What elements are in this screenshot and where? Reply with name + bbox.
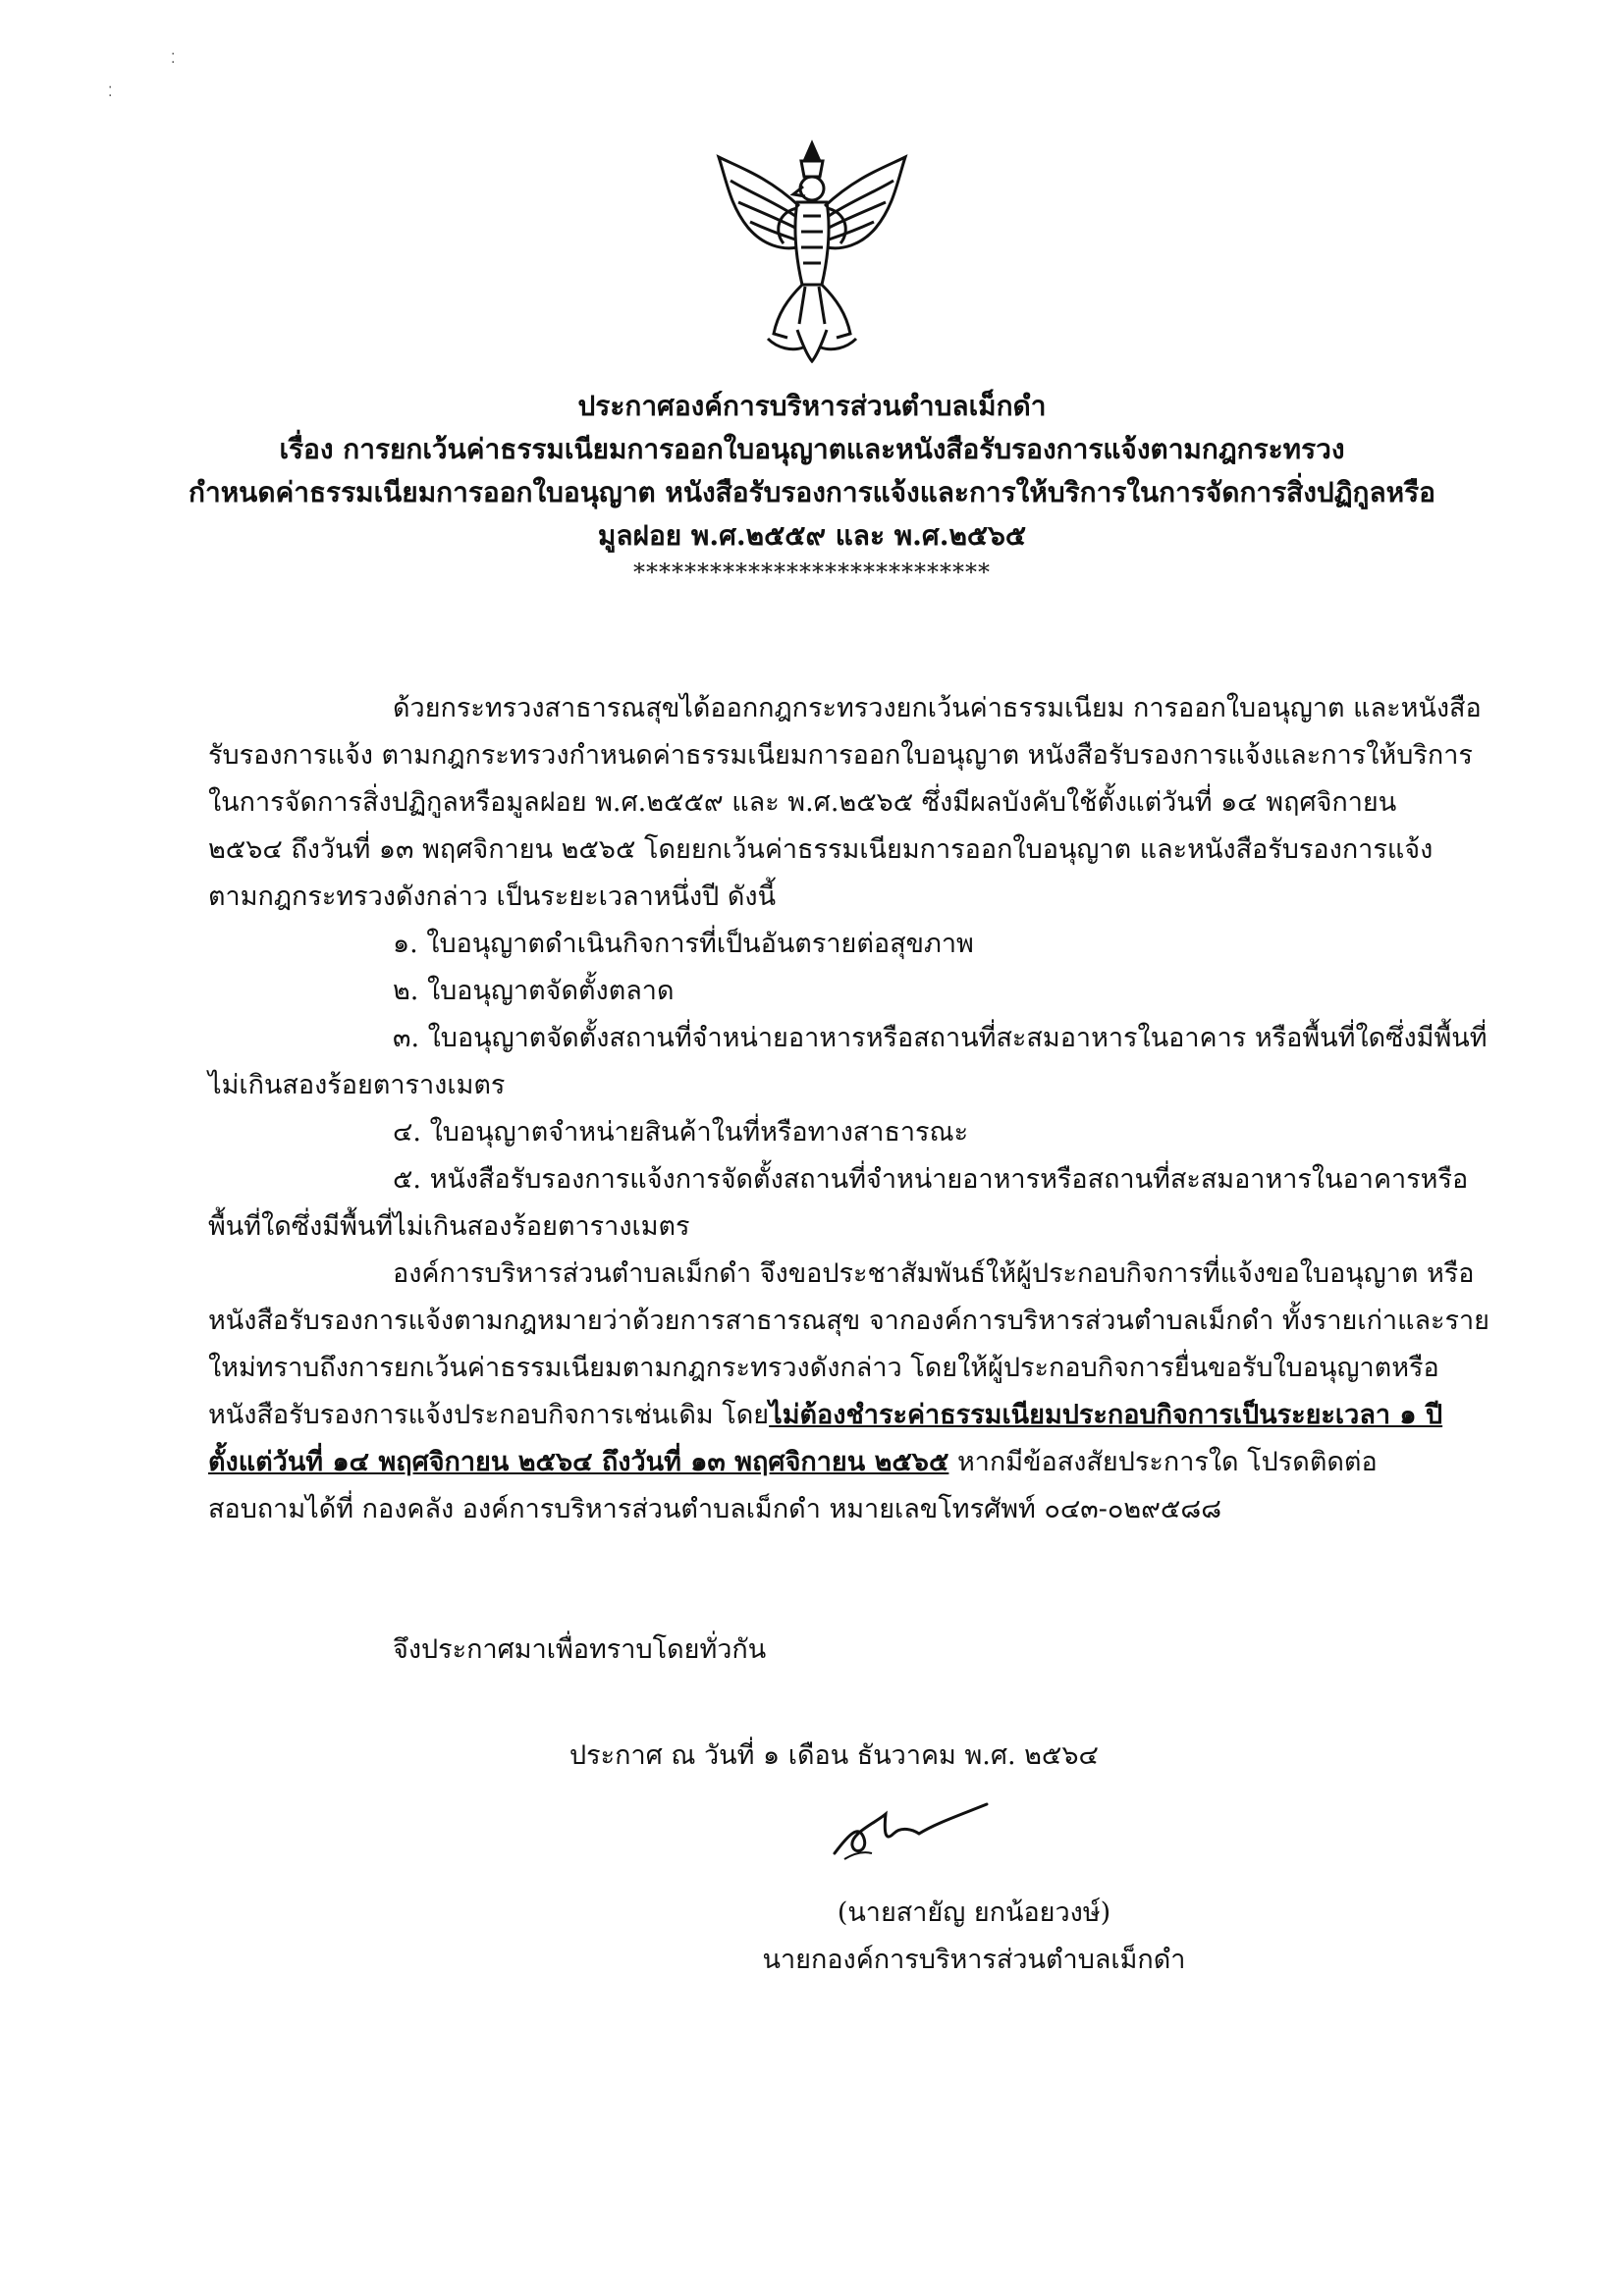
text-line: องค์การบริหารส่วนตำบลเม็กดำ จึงขอประชาสัมพันธ์ให้ผู้ประกอบกิจการที่แจ้งขอใบอนุญาต หรือ: [393, 1258, 1475, 1289]
text-line: ด้วยกระทรวงสาธารณสุขได้ออกกฎกระทรวงยกเว้นค่าธรรมเนียม การออกใบอนุญาต และหนังสือ: [393, 693, 1482, 723]
scan-speck: ⁚: [171, 51, 176, 67]
list-item-continuation: พื้นที่ใดซึ่งมีพื้นที่ไม่เกินสองร้อยตารางเมตร: [208, 1211, 690, 1242]
title-separator: ****************************: [633, 559, 991, 586]
list-item-continuation: ไม่เกินสองร้อยตารางเมตร: [208, 1070, 506, 1100]
closing-statement: จึงประกาศมาเพื่อทราบโดยทั่วกัน: [393, 1634, 767, 1665]
text-line: [208, 1392, 1485, 1439]
text-line: รับรองการแจ้ง ตามกฎกระทรวงกำหนดค่าธรรมเนียมการออกใบอนุญาต หนังสือรับรองการแจ้งและการให้บริการ: [208, 740, 1473, 771]
signer-name: (นายสายัญ ยกน้อยวงษ์): [837, 1897, 1111, 1928]
text-segment: หากมีข้อสงสัยประการใด โปรดติดต่อ: [948, 1447, 1378, 1477]
text-line: [208, 1439, 1485, 1486]
text-line: สอบถามได้ที่ กองคลัง องค์การบริหารส่วนตำบลเม็กดำ หมายเลขโทรศัพท์ ๐๔๓-๐๒๙๕๘๘: [208, 1494, 1222, 1524]
title-line: เรื่อง การยกเว้นค่าธรรมเนียมการออกใบอนุญาตและหนังสือรับรองการแจ้งตามกฎกระทรวง: [279, 433, 1345, 465]
announcement-date: ประกาศ ณ วันที่ ๑ เดือน ธันวาคม พ.ศ. ๒๕๖๔: [569, 1740, 1099, 1771]
garuda-emblem-icon: [709, 137, 915, 363]
list-item: ๑. ใบอนุญาตดำเนินกิจการที่เป็นอันตรายต่อสุขภาพ: [393, 929, 974, 959]
signer-block: [0, 1890, 1624, 1984]
paragraph-1: [208, 685, 1485, 921]
emphasis-underlined: ไม่ต้องชำระค่าธรรมเนียมประกอบกิจการเป็นระยะเวลา ๑ ปี: [769, 1400, 1443, 1430]
text-segment: หนังสือรับรองการแจ้งประกอบกิจการเช่นเดิม โดย: [208, 1400, 770, 1430]
list-item: ๓. ใบอนุญาตจัดตั้งสถานที่จำหน่ายอาหารหรือสถานที่สะสมอาหารในอาคาร หรือพื้นที่ใดซึ่งมีพื้นที่: [393, 1023, 1488, 1053]
list-item: ๔. ใบอนุญาตจำหน่ายสินค้าในที่หรือทางสาธารณะ: [393, 1117, 969, 1148]
title-line: ประกาศองค์การบริหารส่วนตำบลเม็กดำ: [577, 390, 1047, 422]
text-line: ตามกฎกระทรวงดังกล่าว เป็นระยะเวลาหนึ่งปี ดังนี้: [208, 881, 777, 912]
announcement-title: [147, 385, 1477, 587]
emphasis-underlined: ตั้งแต่วันที่ ๑๔ พฤศจิกายน ๒๕๖๔ ถึงวันที่ ๑๓ พฤศจิกายน ๒๕๖๕: [208, 1447, 949, 1477]
handwritten-signature-icon: [825, 1794, 992, 1873]
title-line: มูลฝอย พ.ศ.๒๕๕๙ และ พ.ศ.๒๕๖๕: [597, 519, 1027, 552]
title-line: กำหนดค่าธรรมเนียมการออกใบอนุญาต หนังสือรับรองการแจ้งและการให้บริการในการจัดการสิ่งปฏิกูลหรือ: [189, 476, 1435, 508]
list-item: ๒. ใบอนุญาตจัดตั้งตลาด: [393, 976, 675, 1006]
text-line: ในการจัดการสิ่งปฏิกูลหรือมูลฝอย พ.ศ.๒๕๕๙ และ พ.ศ.๒๕๖๕ ซึ่งมีผลบังคับใช้ตั้งแต่วันที่ ๑๔ พฤศจิกายน: [208, 787, 1397, 818]
paragraph-2: [208, 1251, 1490, 1533]
list-item: ๕. หนังสือรับรองการแจ้งการจัดตั้งสถานที่จำหน่ายอาหารหรือสถานที่สะสมอาหารในอาคารหรือ: [393, 1164, 1469, 1195]
signer-position: นายกองค์การบริหารส่วนตำบลเม็กดำ: [762, 1945, 1186, 1975]
text-line: ใหม่ทราบถึงการยกเว้นค่าธรรมเนียมตามกฎกระทรวงดังกล่าว โดยให้ผู้ประกอบกิจการยื่นขอรับใบอนุญาตหรือ: [208, 1353, 1439, 1383]
announcement-body: [208, 685, 1490, 1533]
text-line: หนังสือรับรองการแจ้งตามกฎหมายว่าด้วยการสาธารณสุข จากองค์การบริหารส่วนตำบลเม็กดำ ทั้งรายเก่าและราย: [208, 1306, 1490, 1336]
scan-speck: ⁚: [108, 84, 113, 100]
text-line: ๒๕๖๔ ถึงวันที่ ๑๓ พฤศจิกายน ๒๕๖๕ โดยยกเว้นค่าธรรมเนียมการออกใบอนุญาต และหนังสือรับรองการแจ้ง: [208, 834, 1434, 865]
